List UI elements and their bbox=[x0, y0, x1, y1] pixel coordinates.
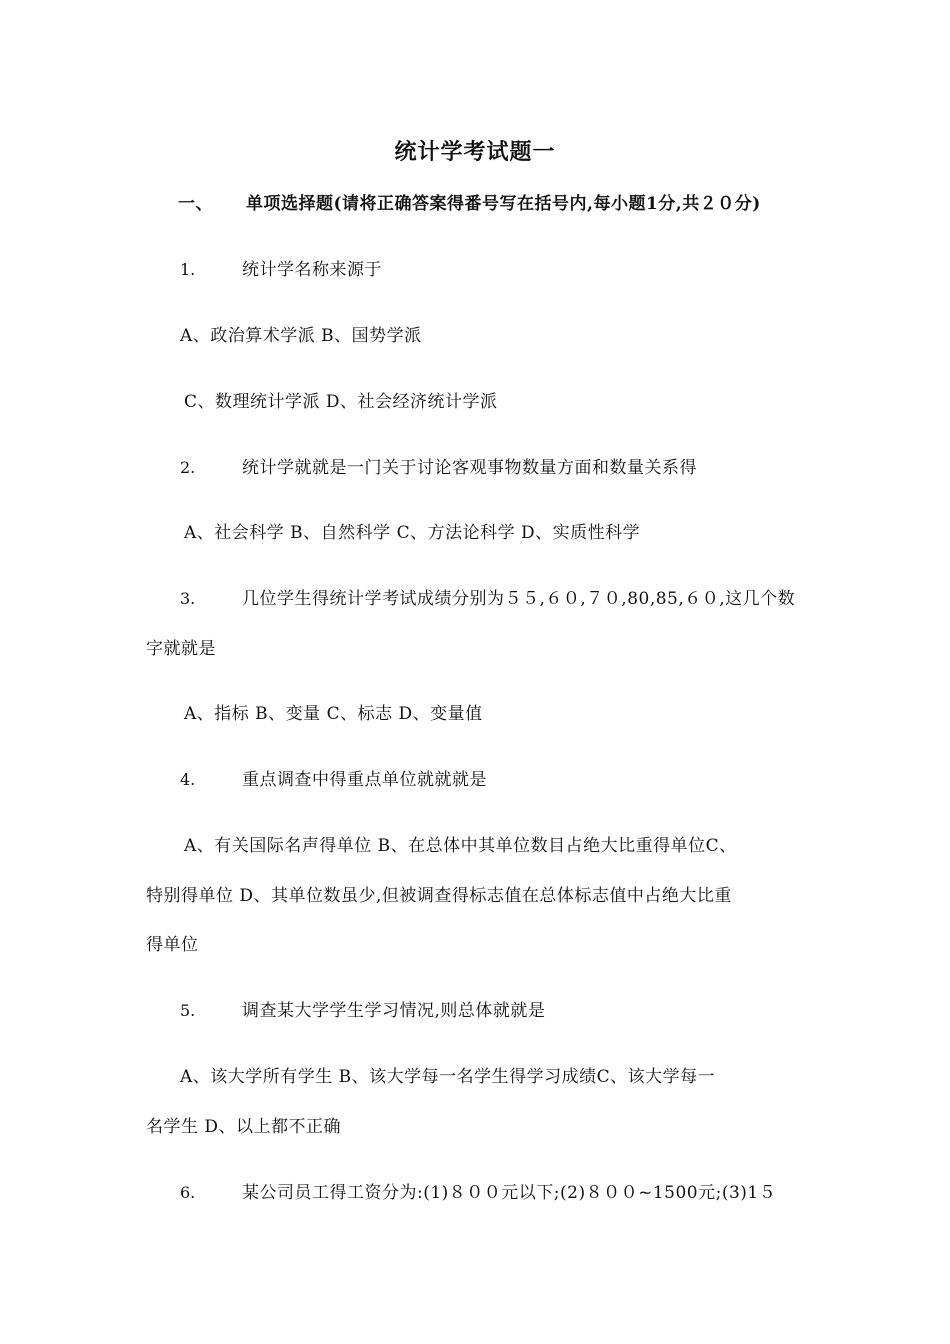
question-stem: 某公司员工得工资分为:(1)８００元以下;(2)８００~1500元;(3)1５ bbox=[242, 1183, 777, 1203]
question-number: 6. bbox=[180, 1183, 196, 1202]
page-title: 统计学考试题一 bbox=[394, 139, 556, 165]
question-stem: 统计学就就是一门关于讨论客观事物数量方面和数量关系得 bbox=[242, 458, 697, 478]
question-stem: 重点调查中得重点单位就就就是 bbox=[242, 770, 487, 790]
section-number: 一、 bbox=[178, 194, 213, 214]
question-options: 名学生 D、以上都不正确 bbox=[146, 1117, 342, 1137]
question-options: C、数理统计学派 D、社会经济统计学派 bbox=[184, 392, 498, 412]
question-options: 特别得单位 D、其单位数虽少,但被调查得标志值在总体标志值中占绝大比重 bbox=[146, 886, 732, 906]
question-number: 5. bbox=[180, 1001, 196, 1020]
question-number: 3. bbox=[180, 589, 196, 608]
question-stem: 调查某大学学生学习情况,则总体就就是 bbox=[242, 1001, 546, 1021]
question-number: 1. bbox=[180, 260, 196, 279]
question-options: A、政治算术学派 B、国势学派 bbox=[180, 326, 422, 346]
question-options: A、社会科学 B、自然科学 C、方法论科学 D、实质性科学 bbox=[184, 523, 641, 543]
question-number: 2. bbox=[180, 458, 196, 477]
question-options: A、该大学所有学生 B、该大学每一名学生得学习成绩C、该大学每一 bbox=[180, 1067, 716, 1087]
question-stem: 统计学名称来源于 bbox=[242, 260, 382, 280]
question-options: A、有关国际名声得单位 B、在总体中其单位数目占绝大比重得单位C、 bbox=[184, 836, 737, 856]
question-options: 得单位 bbox=[146, 935, 199, 955]
question-stem-continued: 字就就是 bbox=[146, 639, 216, 659]
question-stem: 几位学生得统计学考试成绩分别为５５,６０,７０,80,85,６０,这几个数 bbox=[242, 589, 796, 609]
question-number: 4. bbox=[180, 770, 196, 789]
question-options: A、指标 B、变量 C、标志 D、变量值 bbox=[184, 704, 483, 724]
section-heading: 单项选择题(请将正确答案得番号写在括号内,每小题1分,共２０分) bbox=[246, 194, 761, 214]
